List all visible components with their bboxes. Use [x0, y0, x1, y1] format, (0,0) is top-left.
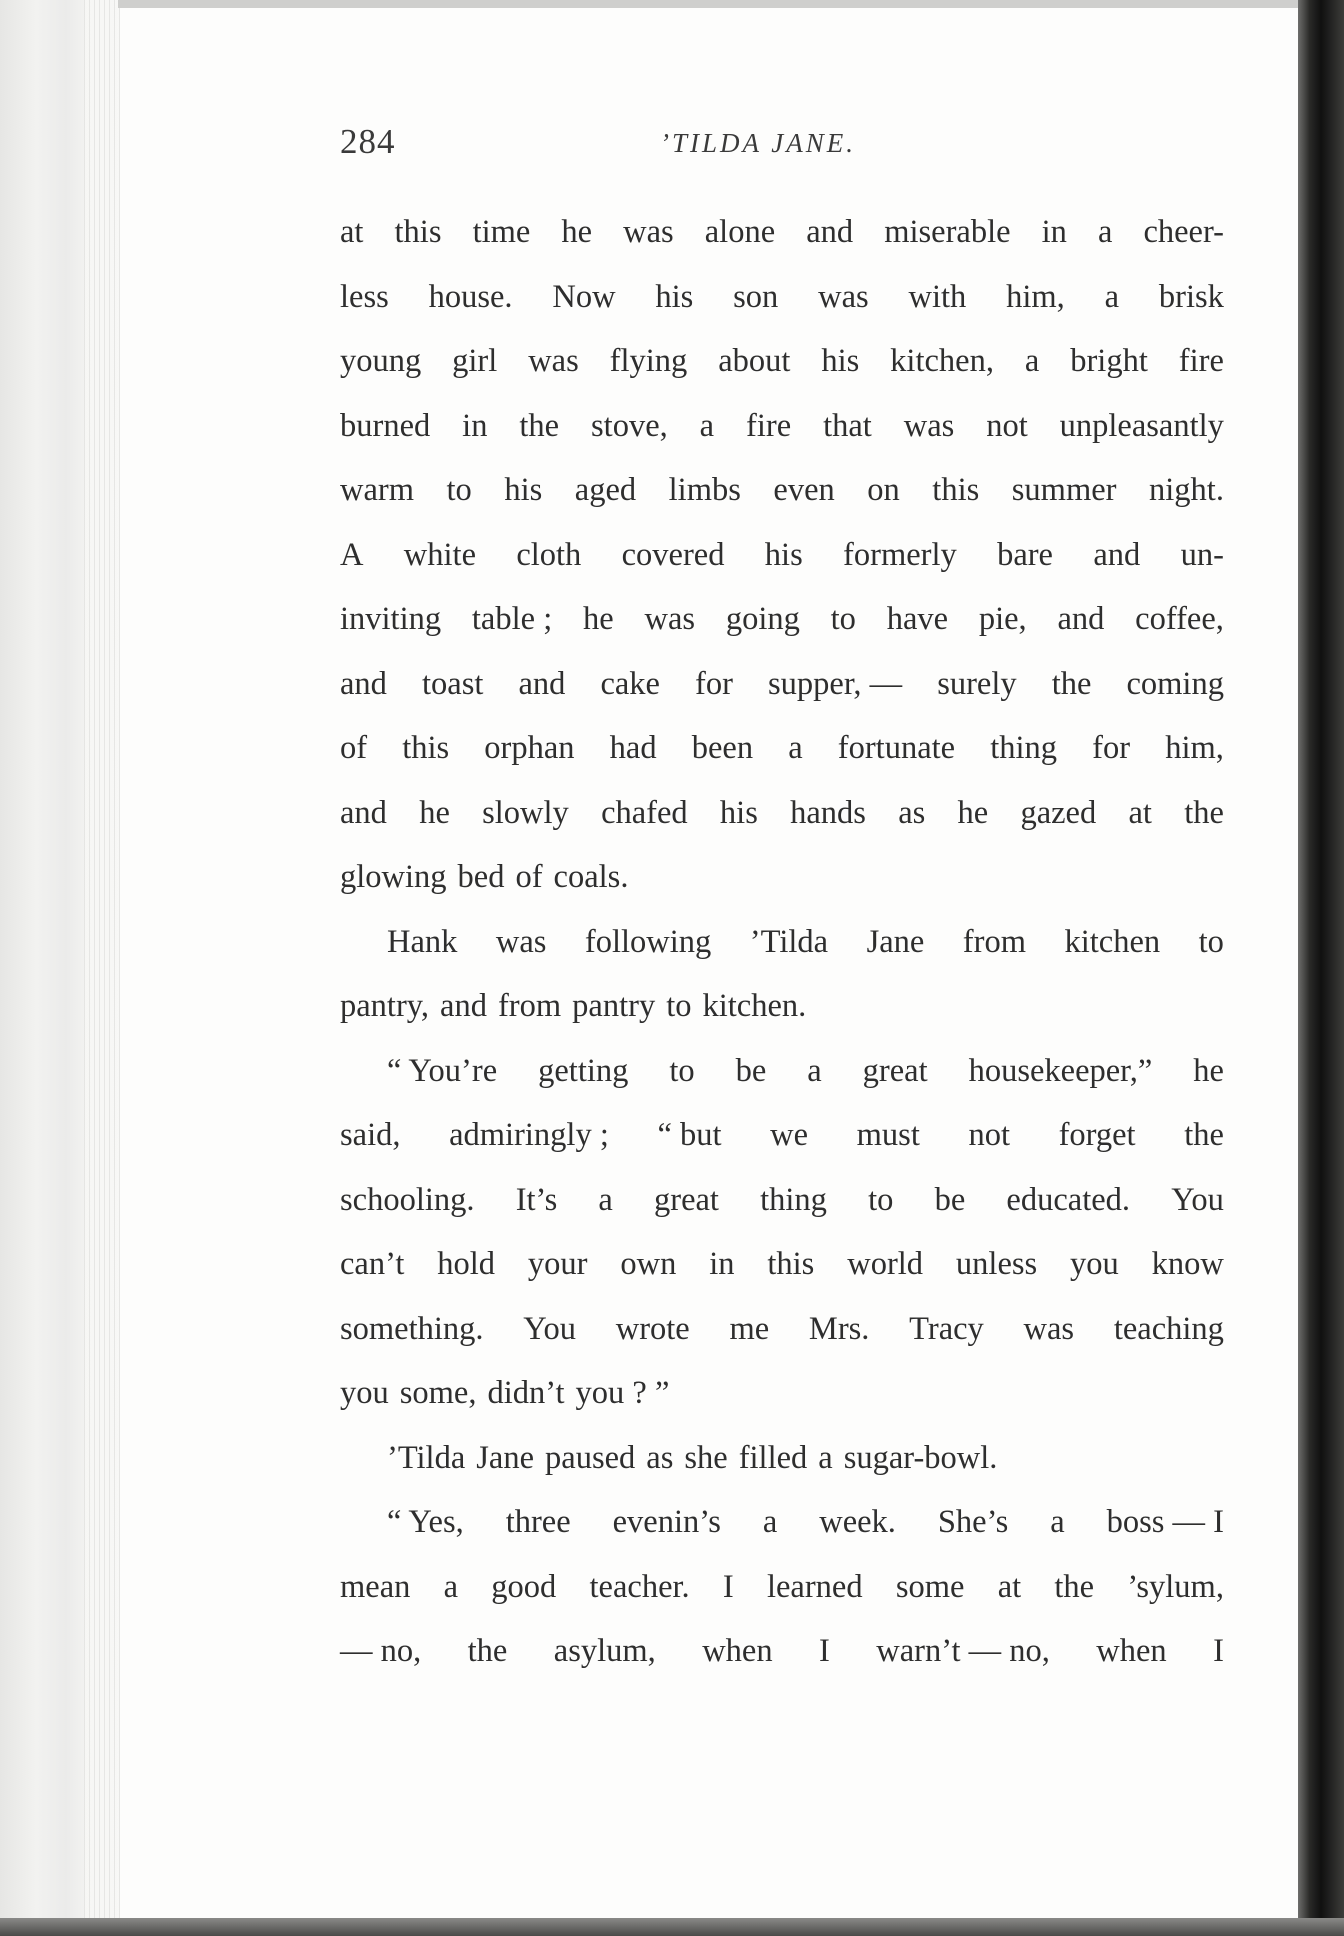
- word: chafed: [601, 794, 688, 831]
- text-line: [340, 1555, 1224, 1620]
- word: supper, —: [768, 665, 903, 702]
- page-top-border: [118, 0, 1308, 8]
- word: getting: [538, 1052, 629, 1089]
- text-line: [340, 200, 1224, 265]
- word: something.: [340, 1310, 484, 1347]
- text-line: [340, 1297, 1224, 1362]
- running-head: ’TILDA JANE.: [660, 128, 856, 158]
- word: at: [1128, 794, 1152, 831]
- word: a: [788, 730, 803, 766]
- word: even: [773, 472, 835, 508]
- word: A: [340, 536, 364, 573]
- word: mean: [340, 1568, 411, 1605]
- word: this: [402, 730, 450, 766]
- word: him,: [1006, 278, 1065, 315]
- word: was: [1023, 1310, 1075, 1347]
- word: me: [729, 1310, 770, 1347]
- word: the: [467, 1633, 508, 1669]
- text-line: [340, 652, 1224, 717]
- word: a: [807, 1052, 822, 1089]
- word: — no,: [340, 1633, 422, 1669]
- word: had: [609, 730, 657, 766]
- word: pantry,: [340, 988, 430, 1024]
- word: about: [718, 343, 791, 379]
- word: fire: [746, 407, 792, 444]
- word: house.: [428, 278, 513, 315]
- word: he: [419, 794, 450, 831]
- word: the: [1184, 1117, 1224, 1153]
- word: and: [1057, 601, 1105, 637]
- word: warn’t — no,: [876, 1633, 1050, 1669]
- word: bed: [457, 859, 505, 895]
- word: You: [523, 1310, 576, 1347]
- word: “ Yes,: [387, 1504, 464, 1540]
- word: and: [340, 794, 387, 831]
- text-line: [340, 781, 1224, 846]
- word: a: [1097, 214, 1113, 250]
- word: cloth: [516, 536, 582, 573]
- text-line: [340, 1361, 1224, 1426]
- text-line: [340, 265, 1224, 330]
- word: cheer-: [1143, 214, 1224, 250]
- word: gazed: [1020, 794, 1097, 831]
- word: in: [462, 407, 488, 444]
- word: coals.: [553, 859, 629, 895]
- word: own: [620, 1246, 677, 1282]
- word: warm: [340, 472, 414, 508]
- word: this: [932, 472, 980, 508]
- word: great: [654, 1181, 719, 1218]
- word: for: [695, 665, 733, 702]
- word: kitchen.: [702, 988, 807, 1024]
- word: bare: [997, 536, 1053, 573]
- book-spine: [1298, 0, 1344, 1936]
- word: a: [1104, 278, 1120, 315]
- word: a: [1050, 1504, 1065, 1540]
- word: to: [669, 1052, 695, 1089]
- word: was: [528, 343, 579, 379]
- word: from: [962, 923, 1026, 960]
- word: a: [699, 407, 715, 444]
- word: world: [847, 1246, 924, 1282]
- word: burned: [340, 407, 431, 444]
- text-line: [340, 1232, 1224, 1297]
- word: been: [691, 730, 754, 766]
- word: the: [1051, 665, 1092, 702]
- word: cake: [600, 665, 660, 702]
- word: I: [1213, 1633, 1224, 1669]
- text-line: [340, 910, 1224, 975]
- word: you: [340, 1375, 389, 1411]
- word: in: [1041, 214, 1067, 250]
- word: unpleasantly: [1059, 407, 1224, 444]
- word: and: [340, 665, 387, 702]
- word: housekeeper,”: [968, 1052, 1153, 1089]
- word: Now: [552, 278, 616, 315]
- word: a: [762, 1504, 778, 1540]
- word: time: [472, 214, 531, 250]
- word: to: [868, 1181, 894, 1218]
- word: not: [968, 1117, 1010, 1153]
- word: and: [518, 665, 566, 702]
- word: glowing: [340, 859, 447, 895]
- word: some,: [399, 1375, 477, 1411]
- text-line: [340, 1168, 1224, 1233]
- word: night.: [1149, 472, 1224, 508]
- word: unless: [955, 1246, 1038, 1282]
- word: a: [598, 1181, 613, 1218]
- word: he: [957, 794, 989, 831]
- word: forget: [1058, 1117, 1136, 1153]
- word: three: [505, 1504, 571, 1540]
- word: ’Tilda: [749, 923, 829, 960]
- word: of: [340, 730, 368, 766]
- word: she: [684, 1439, 728, 1476]
- word: some: [895, 1568, 965, 1605]
- word: a: [818, 1439, 833, 1476]
- word: have: [886, 601, 949, 637]
- word: You: [1171, 1181, 1224, 1218]
- word: he: [561, 214, 593, 250]
- word: table ;: [471, 601, 553, 637]
- word: from: [497, 988, 562, 1024]
- text-line: [340, 1490, 1224, 1555]
- word: when: [1096, 1633, 1167, 1669]
- word: must: [856, 1117, 920, 1153]
- word: asylum,: [553, 1633, 656, 1669]
- text-line: [340, 394, 1224, 459]
- word: It’s: [515, 1181, 558, 1218]
- text-line: [340, 974, 1224, 1039]
- word: white: [403, 536, 477, 573]
- word: hands: [790, 794, 866, 831]
- word: his: [504, 472, 543, 508]
- word: stove,: [591, 407, 668, 444]
- word: this: [394, 214, 442, 250]
- word: a: [1024, 343, 1040, 379]
- word: miserable: [884, 214, 1011, 250]
- word: to: [446, 472, 472, 508]
- word: un-: [1180, 536, 1224, 573]
- word: the: [1184, 794, 1224, 831]
- text-line: [340, 1619, 1224, 1684]
- word: on: [867, 472, 900, 508]
- word: week.: [819, 1504, 896, 1540]
- word: the: [1054, 1568, 1095, 1605]
- word: evenin’s: [612, 1504, 721, 1540]
- word: as: [898, 794, 926, 831]
- word: not: [986, 407, 1028, 444]
- word: young: [340, 343, 422, 379]
- word: at: [997, 1568, 1022, 1605]
- word: at: [340, 214, 364, 250]
- text-line: [340, 523, 1224, 588]
- word: this: [767, 1246, 815, 1282]
- word: learned: [766, 1568, 863, 1605]
- word: flying: [609, 343, 688, 379]
- word: to: [1198, 923, 1224, 960]
- word: summer: [1011, 472, 1117, 508]
- word: you: [1070, 1246, 1119, 1282]
- word: filled: [738, 1439, 808, 1476]
- word: limbs: [668, 472, 741, 508]
- word: formerly: [843, 536, 957, 573]
- word: pantry: [572, 988, 656, 1024]
- word: I: [722, 1568, 734, 1605]
- word: his: [719, 794, 758, 831]
- word: was: [495, 923, 547, 960]
- word: said,: [340, 1117, 401, 1153]
- word: boss — I: [1106, 1504, 1224, 1540]
- text-line: [340, 845, 1224, 910]
- page-edge-lines: [84, 0, 120, 1936]
- word: ’Tilda: [387, 1439, 466, 1476]
- word: Jane: [476, 1439, 535, 1476]
- word: Hank: [387, 923, 458, 960]
- word: a: [443, 1568, 459, 1605]
- word: the: [519, 407, 560, 444]
- word: admiringly ;: [449, 1117, 609, 1153]
- word: good: [491, 1568, 557, 1605]
- word: coffee,: [1135, 601, 1224, 637]
- word: he: [583, 601, 614, 637]
- word: for: [1092, 730, 1131, 766]
- word: “ but: [657, 1117, 722, 1153]
- word: fortunate: [837, 730, 956, 766]
- word: girl: [452, 343, 498, 379]
- page-number: 284: [340, 122, 396, 161]
- word: son: [733, 278, 779, 315]
- word: surely: [937, 665, 1017, 702]
- word: teaching: [1113, 1310, 1224, 1347]
- word: his: [655, 278, 694, 315]
- word: orphan: [484, 730, 575, 766]
- word: wrote: [615, 1310, 690, 1347]
- word: slowly: [482, 794, 569, 831]
- word: I: [819, 1633, 830, 1669]
- word: kitchen: [1064, 923, 1161, 960]
- word: when: [702, 1633, 773, 1669]
- word: She’s: [937, 1504, 1009, 1540]
- word: and: [440, 988, 487, 1024]
- word: and: [1093, 536, 1141, 573]
- word: be: [735, 1052, 767, 1089]
- word: less: [340, 278, 389, 315]
- word: you ? ”: [575, 1375, 670, 1411]
- text-line: [340, 1426, 1224, 1491]
- word: educated.: [1006, 1181, 1131, 1218]
- word: of: [515, 859, 543, 895]
- text-line: [340, 587, 1224, 652]
- word: “ You’re: [387, 1052, 498, 1089]
- word: to: [666, 988, 692, 1024]
- word: Mrs.: [808, 1310, 870, 1347]
- word: Jane: [866, 923, 925, 960]
- word: alone: [704, 214, 776, 250]
- text-line: [340, 1103, 1224, 1168]
- word: was: [644, 601, 696, 637]
- word: was: [903, 407, 955, 444]
- word: as: [646, 1439, 674, 1476]
- word: coming: [1126, 665, 1224, 702]
- word: going: [725, 601, 800, 637]
- word: schooling.: [340, 1181, 475, 1218]
- word: paused: [545, 1439, 636, 1476]
- word: didn’t: [487, 1375, 565, 1411]
- text-line: [340, 1039, 1224, 1104]
- word: and: [806, 214, 854, 250]
- word: your: [527, 1246, 588, 1282]
- word: know: [1151, 1246, 1224, 1282]
- word: he: [1193, 1052, 1224, 1089]
- word: inviting: [340, 601, 442, 637]
- word: that: [823, 407, 872, 444]
- word: thing: [990, 730, 1058, 766]
- word: in: [709, 1246, 735, 1282]
- word: ’sylum,: [1127, 1568, 1224, 1605]
- word: was: [623, 214, 674, 250]
- word: can’t: [340, 1246, 405, 1282]
- word: sugar-bowl.: [843, 1439, 998, 1476]
- word: following: [584, 923, 712, 960]
- text-line: [340, 458, 1224, 523]
- word: was: [818, 278, 869, 315]
- word: covered: [621, 536, 725, 573]
- word: thing: [760, 1181, 827, 1218]
- word: great: [862, 1052, 928, 1089]
- word: Tracy: [909, 1310, 984, 1347]
- word: toast: [422, 665, 484, 702]
- word: to: [830, 601, 856, 637]
- word: his: [764, 536, 803, 573]
- text-line: [340, 329, 1224, 394]
- word: kitchen,: [890, 343, 994, 379]
- word: his: [821, 343, 860, 379]
- word: bright: [1070, 343, 1148, 379]
- word: aged: [574, 472, 637, 508]
- word: brisk: [1158, 278, 1224, 315]
- word: hold: [437, 1246, 496, 1282]
- word: be: [934, 1181, 966, 1218]
- word: pie,: [978, 601, 1027, 637]
- word: teacher.: [589, 1568, 690, 1605]
- body-text: [340, 200, 1224, 1684]
- text-line: [340, 716, 1224, 781]
- page-bottom-border: [0, 1918, 1344, 1936]
- word: with: [908, 278, 967, 315]
- word: we: [770, 1117, 809, 1153]
- word: him,: [1165, 730, 1224, 766]
- word: fire: [1178, 343, 1224, 379]
